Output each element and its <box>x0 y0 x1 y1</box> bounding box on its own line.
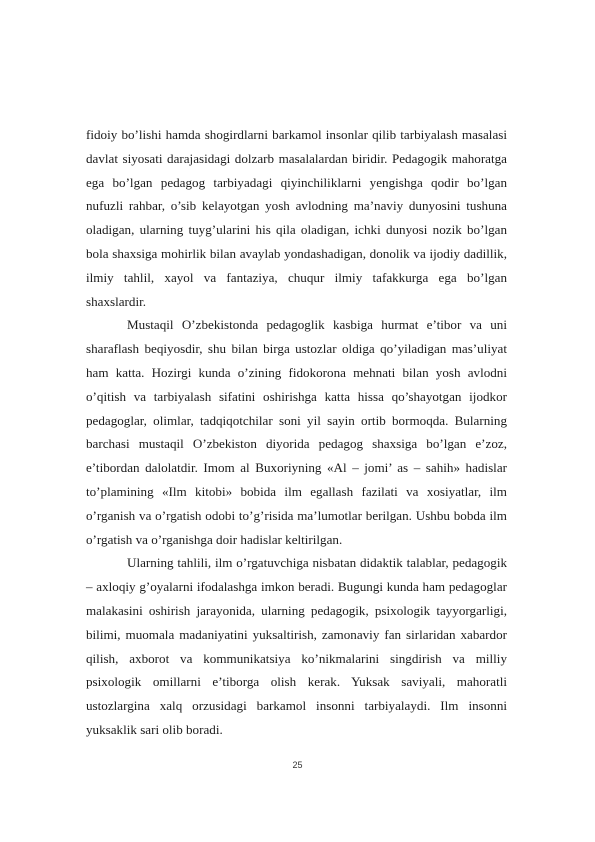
paragraph-1: fidoiy bo’lishi hamda shogirdlarni barkamol insonlar qilib tarbiyalash masalasi davlat siyosati darajasidagi dolzarb masalalardan biridir. Pedagogik mahoratga ega bo’lgan pedagog tarbiyadagi qiyinchiliklarni yengishga qodir bo’lgan nufuzli rahbar, o’sib kelayotgan yosh avlodning ma’naviy dunyosini tushuna oladigan, ularning tuyg’ularini his qila oladigan, ichki dunyosi nozik bo’lgan bola shaxsiga mohirlik bilan avaylab yondashadigan, donolik va ijodiy dadillik, ilmiy tahlil, xayol va fantaziya, chuqur ilmiy tafakkurga ega bo’lgan shaxslardir. <box>86 127 507 309</box>
paragraph-2: Mustaqil O’zbekistonda pedagoglik kasbiga hurmat e’tibor va uni sharaflash beqiyosdir, shu bilan birga ustozlar oldiga qo’yiladigan mas’uliyat ham katta. Hozirgi kunda o’zining fidokorona mehnati bilan yosh avlodni o’qitish va tarbiyalash sifatini oshirishga katta hissa qo’shayotgan ijodkor pedagoglar, olimlar, tadqiqotchilar soni yil sayin ortib bormoqda. Bularning barchasi mustaqil O’zbekiston diyorida pedagog shaxsiga bo’lgan e’zoz, e’tibordan dalolatdir. Imom al Buxoriyning «Al – jomi’ as – sahih» hadislar to’plamining «Ilm kitobi» bobida ilm egallash fazilati va xosiyatlar, ilm o’rganish va o’rgatish odobi to’g’risida ma’lumotlar berilgan. Ushbu bobda ilm o’rgatish va o’rganishga doir hadislar keltirilgan. <box>86 317 507 547</box>
page-number: 25 <box>292 760 303 770</box>
paragraph-3: Ularning tahlili, ilm o’rgatuvchiga nisbatan didaktik talablar, pedagogik – axloqiy g’oyalarni ifodalashga imkon beradi. Bugungi kunda ham pedagoglar malakasini oshirish jarayonida, ularning pedagogik, psixologik tayyorgarligi, bilimi, muomala madaniyatini yuksaltirish, zamonaviy fan sirlaridan xabardor qilish, axborot va kommunikatsiya ko’nikmalarini singdirish va milliy psixologik omillarni e’tiborga olish kerak. Yuksak saviyali, mahoratli ustozlargina xalq orzusidagi barkamol insonni tarbiyalaydi. Ilm insonni yuksaklik sari olib boradi. <box>86 555 507 737</box>
body-text <box>86 123 507 742</box>
